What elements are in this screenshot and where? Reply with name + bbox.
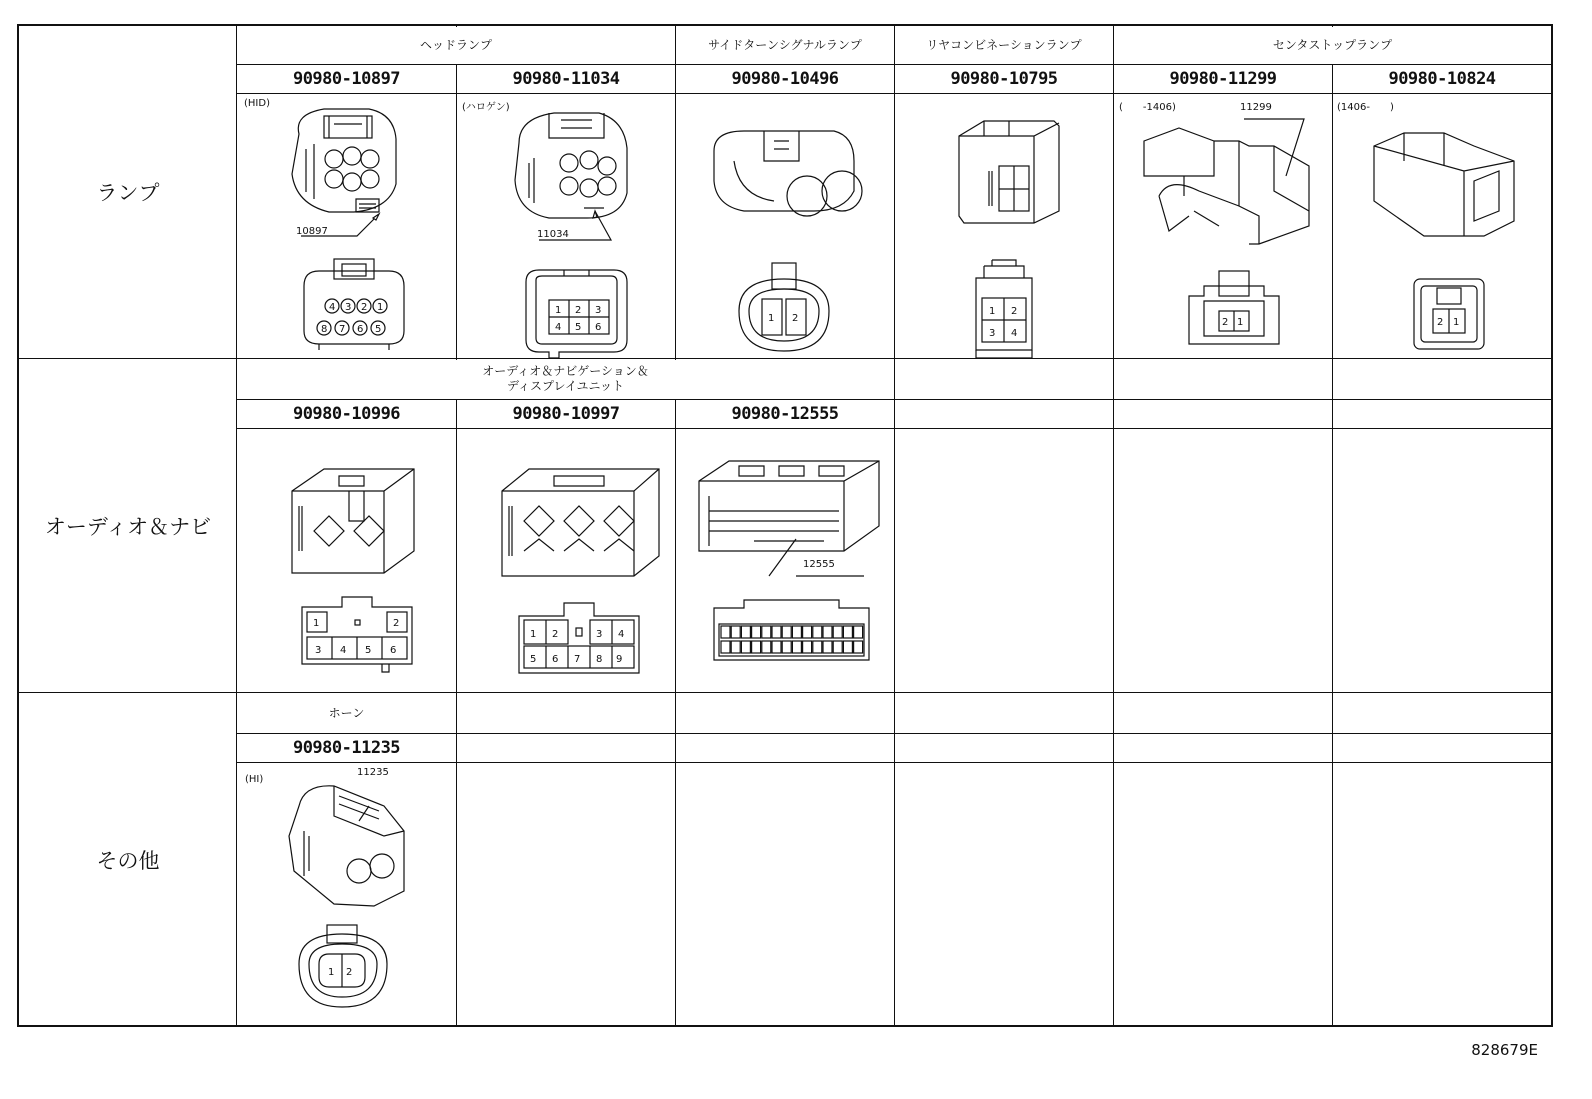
part-number: 90980-10496 — [731, 68, 839, 89]
pin-cavity — [813, 626, 822, 638]
pin-number: 8 — [321, 324, 328, 335]
grid-line — [675, 26, 676, 1027]
pin-cavity — [803, 626, 812, 638]
pin-cavity — [731, 626, 740, 638]
part-number: 90980-10824 — [1388, 68, 1496, 89]
callout-label: 11299 — [1240, 102, 1272, 113]
svg-text:3: 3 — [989, 328, 996, 339]
pin-cavity — [782, 626, 791, 638]
category-side-turn-signal: サイドターンシグナルランプ — [708, 37, 862, 52]
part-number: 90980-11299 — [1169, 68, 1277, 89]
svg-text:2: 2 — [552, 629, 559, 640]
connector-11299-face — [1179, 266, 1289, 351]
pin-cavity — [772, 641, 781, 653]
svg-text:1: 1 — [1237, 317, 1244, 328]
pin-cavity — [752, 626, 761, 638]
figure-id: 828679E — [1471, 1041, 1538, 1059]
svg-text:7: 7 — [574, 654, 581, 665]
connector-table — [17, 24, 1553, 1027]
part-number: 90980-10997 — [512, 403, 620, 424]
part-number: 90980-12555 — [731, 403, 839, 424]
variant-note: ( -1406) — [1119, 102, 1176, 113]
svg-text:8: 8 — [596, 654, 603, 665]
grid-line — [1332, 26, 1333, 1027]
pin-number: 4 — [329, 302, 336, 313]
connector-11235-face — [287, 919, 402, 1014]
connector-11235-isometric — [274, 776, 414, 916]
connector-12555-face — [709, 598, 874, 673]
svg-text:1: 1 — [989, 306, 996, 317]
connector-10496-isometric — [704, 121, 874, 231]
part-number: 90980-11034 — [512, 68, 620, 89]
pin-cavity — [854, 641, 863, 653]
pin-number: 5 — [375, 324, 382, 335]
connector-10997-isometric — [494, 461, 669, 586]
callout-line — [529, 206, 639, 256]
svg-text:2: 2 — [575, 305, 582, 316]
connector-10795-isometric — [944, 111, 1074, 231]
svg-text:6: 6 — [595, 322, 602, 333]
pin-cavity — [823, 626, 832, 638]
grid-line — [1113, 26, 1114, 1027]
pin-cavity — [721, 626, 730, 638]
svg-text:3: 3 — [596, 629, 603, 640]
svg-text:4: 4 — [618, 629, 625, 640]
variant-note: (1406- ) — [1337, 102, 1394, 113]
connector-10496-face — [724, 261, 844, 361]
svg-text:9: 9 — [616, 654, 623, 665]
connector-10996-face — [297, 592, 417, 682]
svg-text:1: 1 — [530, 629, 537, 640]
pin-cavity — [854, 626, 863, 638]
pin-cavity — [762, 641, 771, 653]
row-divider — [236, 428, 1551, 429]
pin-cavity — [833, 641, 842, 653]
svg-text:2: 2 — [792, 313, 799, 324]
row-divider — [236, 93, 1551, 94]
section-label-lamp: ランプ — [96, 181, 160, 205]
pin-cavity — [833, 626, 842, 638]
connector-10897-isometric — [284, 104, 414, 219]
pin-cavity — [772, 626, 781, 638]
callout-line — [1234, 114, 1314, 184]
svg-text:6: 6 — [552, 654, 559, 665]
connector-10824-isometric — [1364, 121, 1524, 241]
svg-text:5: 5 — [530, 654, 537, 665]
pin-cavity — [843, 641, 852, 653]
section-label-audio-navi: オーディオ＆ナビ — [44, 514, 212, 539]
category-headlamp: ヘッドランプ — [419, 37, 492, 52]
callout-line — [764, 531, 874, 591]
connector-10824-face — [1409, 274, 1489, 354]
pin-cavity — [803, 641, 812, 653]
callout-label: 12555 — [803, 559, 835, 570]
callout-label: 10897 — [296, 226, 328, 237]
svg-text:1: 1 — [555, 305, 562, 316]
variant-note: (ハロゲン) — [462, 102, 510, 113]
category-center-stop: センタストップランプ — [1272, 37, 1393, 52]
svg-text:2: 2 — [1222, 317, 1229, 328]
svg-text:1: 1 — [328, 967, 335, 978]
pin-cavity — [741, 626, 750, 638]
svg-text:4: 4 — [1011, 328, 1018, 339]
pin-number: 6 — [357, 324, 364, 335]
variant-note: (HI) — [245, 774, 264, 785]
part-number: 90980-10996 — [292, 403, 401, 424]
pin-cavity — [823, 641, 832, 653]
svg-text:3: 3 — [315, 645, 322, 656]
svg-text:6: 6 — [390, 645, 397, 656]
pin-cavity — [741, 641, 750, 653]
pin-cavity — [782, 641, 791, 653]
connector-10795-face — [964, 258, 1044, 363]
pin-number: 7 — [339, 324, 346, 335]
pin-cavity — [792, 626, 801, 638]
pin-cavity — [752, 641, 761, 653]
svg-text:2: 2 — [1011, 306, 1018, 317]
svg-text:4: 4 — [340, 645, 347, 656]
part-number: 90980-11235 — [292, 737, 401, 758]
part-number: 90980-10795 — [950, 68, 1058, 89]
category-horn: ホーン — [328, 705, 365, 720]
pin-cavity — [843, 626, 852, 638]
svg-text:4: 4 — [555, 322, 562, 333]
pin-number: 2 — [361, 302, 368, 313]
section-label-other: その他 — [96, 849, 160, 873]
pin-cavity — [792, 641, 801, 653]
variant-note: (HID) — [244, 98, 270, 109]
connector-10997-face — [514, 598, 644, 683]
svg-text:2: 2 — [1437, 317, 1444, 328]
svg-text:5: 5 — [575, 322, 582, 333]
pin-cavity — [762, 626, 771, 638]
pin-cavity — [813, 641, 822, 653]
grid-line — [456, 26, 457, 1027]
svg-text:2: 2 — [393, 618, 400, 629]
pin-cavity — [731, 641, 740, 653]
connector-11034-face — [514, 262, 639, 360]
callout-label: 11034 — [537, 229, 569, 240]
svg-text:3: 3 — [595, 305, 602, 316]
svg-text:1: 1 — [313, 618, 320, 629]
category-rear-combination: リヤコンビネーションランプ — [926, 37, 1082, 52]
svg-text:2: 2 — [346, 967, 353, 978]
part-number: 90980-10897 — [292, 68, 401, 89]
pin-cavity — [721, 641, 730, 653]
connector-10897-face — [294, 256, 414, 351]
connector-10996-isometric — [284, 461, 424, 581]
svg-text:1: 1 — [1453, 317, 1460, 328]
callout-line — [279, 206, 389, 256]
grid-line — [894, 26, 895, 1027]
row-divider — [236, 762, 1551, 763]
callout-label: 11235 — [357, 767, 389, 778]
category-audio-navi-display: オーディオ＆ナビゲーション＆ ディスプレイユニット — [482, 364, 649, 393]
svg-text:5: 5 — [365, 645, 372, 656]
pin-number: 1 — [377, 302, 384, 313]
svg-text:1: 1 — [768, 313, 775, 324]
pin-number: 3 — [345, 302, 352, 313]
